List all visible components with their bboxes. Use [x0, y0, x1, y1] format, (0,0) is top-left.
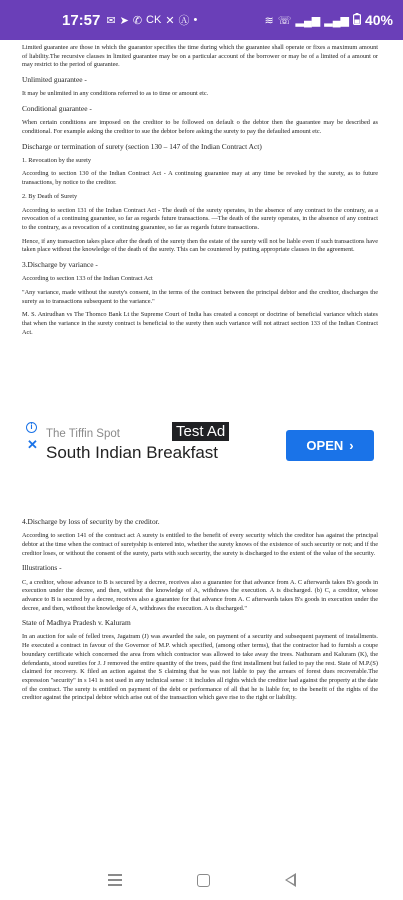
section-heading: 4.Discharge by loss of security by the creditor.: [22, 517, 160, 526]
status-time: 17:57: [62, 11, 101, 29]
document-page-1: [22, 44, 378, 342]
ad-open-button[interactable]: [286, 430, 374, 461]
paragraph: According to section 141 of the contract act A surety is entitled to the benefit of every security which the creditor has against the principal debtor at the time when the contract of suretyship is entered into, whether the surety knows of the existence of such security or not; and if the creditor loses, or without the consent of the surety, parts with such security, the surety is discharged to the extent of the value of the security.: [22, 532, 378, 557]
system-icons: [265, 12, 393, 28]
ad-brand[interactable]: The Tiffin Spot: [46, 428, 120, 440]
x-icon: ✕: [165, 14, 175, 27]
signal-icon: ▂▄▆: [295, 14, 321, 27]
paragraph: According to section 130 of the Indian Contract Act - A continuing guarantee may at any time be revoked by the surety, as to future transactions, by notice to the creditor.: [22, 170, 378, 187]
document-page-2: [22, 515, 378, 708]
navigation-bar: [0, 860, 403, 900]
volte-icon: ☏: [277, 14, 292, 27]
back-button[interactable]: [285, 873, 296, 887]
section-heading: Unlimited guarantee -: [22, 75, 87, 85]
ck-icon: CK: [146, 14, 162, 26]
paragraph: When certain conditions are imposed on the creditor to be followed on default o the debtor then the guarantee may be described as conditional. For example asking the creditor to sue the debtor before asking the surety to pay the defaulted amount etc.: [22, 119, 378, 135]
paragraph: 2. By Death of Surety: [22, 192, 78, 200]
paragraph: Limited guarantee are those in which the guarantor specifies the time during which the guarantee shall operate or fixes a maximum amount of liability.The recursive clauses in limited guarantee may be on a particular account of the borrower or may be of a limited of a amount or may restrict to the period of guarantee.: [22, 44, 378, 69]
wifi-icon: ≋: [264, 14, 274, 27]
status-bar: [0, 0, 403, 40]
ad-open-label: OPEN: [306, 438, 344, 453]
a-icon: Ⓐ: [178, 15, 190, 27]
chat-icon: ✉: [106, 14, 116, 27]
paragraph: It may be unlimited in any conditions referred to as to time or amount etc.: [22, 90, 209, 98]
section-heading: Conditional guarantee -: [22, 103, 92, 113]
battery-icon: [353, 13, 361, 28]
send-icon: ➤: [119, 14, 129, 27]
battery-percent: 40%: [364, 12, 393, 28]
signal-icon: ▂▄▆: [324, 14, 349, 27]
paragraph: C, a creditor, whose advance to B is secured by a decree, receives also a guarantee for that advance from A. C afterwards takes B's goods in execution under the decree, and then, without the knowledge of A, withdraws the execution. A is discharged. (b) C, a creditor, whose advance to B is secured by a decree, receives also a guarantee for that advance from A. C afterwards takes B's goods in execution under the decree, and then, without the knowledge of A, withdraws the execution. A is discharged.": [22, 578, 378, 612]
section-heading: Illustrations -: [22, 563, 62, 573]
ad-banner[interactable]: [24, 420, 379, 472]
call-icon: ✆: [132, 14, 143, 27]
section-heading: Discharge or termination of surety (section 130 – 147 of the Indian Contract Act): [22, 141, 262, 151]
paragraph: Hence, if any transaction takes place after the death of the surety then the estate of the surety will not be liable even if such transactions have taken place without the knowledge of the death of the surety. This can be countered by putting appropriate clauses in the agreement.: [22, 237, 378, 254]
ad-title[interactable]: South Indian Breakfast: [46, 443, 219, 462]
paragraph: In an auction for sale of felled trees, Jagatram (J) was awarded the sale, on payment of a security and subsequent payment of installments. He executed a contract in favour of the Governor of M.P. which specified, (among other terms), that the contractor had to furnish a coupe boundary certificate which concerned the area from which contractor was allowed to take away the trees. Nathuram and Kaluram (K), the defendants, stood sureties for J. J removed the entire quantity of the trees, paid the first installment but failed to pay the rest. State of M.P.(S) claimed for recovery. K filed an action against the S claiming that he was not liable to pay the arrears of forest dues recoverable.The expression "security" in s 141 is not used in any technical sense : it includes all rights which the creditor had against the property at the date of the contract. The surety is entitled on payment of the debt or performance of all that he is liable for, to the benefit of the rights of the creditor against the principal debtor which arise out of the transaction which gave rise to the right or liability.: [22, 633, 378, 702]
home-button[interactable]: [197, 874, 210, 887]
section-heading: State of Madhya Pradesh v. Kaluram: [22, 618, 131, 628]
chevron-right-icon: ›: [349, 438, 354, 453]
paragraph: According to section 133 of the Indian Contract Act: [22, 275, 153, 283]
paragraph: M. S. Anirudhan vs The Thomco Bank Lt the Supreme Court of India has created a concept or doctrine of beneficial variance which states that when the variance in the surety contract is beneficial to the surety then such variance will not attract section 133 of the Indian Contract Act.: [22, 311, 378, 336]
notification-icons: [106, 12, 197, 28]
ad-close-icon[interactable]: ✕: [27, 437, 38, 452]
ad-test-badge: Test Ad: [172, 422, 229, 441]
document-viewer[interactable]: [0, 40, 403, 860]
recent-apps-button[interactable]: [108, 874, 122, 886]
ad-info-icon[interactable]: i: [26, 422, 37, 433]
paragraph: 1. Revocation by the surety: [22, 156, 92, 164]
dot-icon: •: [193, 14, 198, 26]
paragraph: According to section 131 of the Indian Contract Act - The death of the surety operates, in the absence of any contract to the contrary, as a revocation of a continuing guarantee, so far as regards future transactions. —The death of the surety operates, in the absence of any contract to the contrary, as a revocation of a continuing guarantee, so far as regards future transactions.: [22, 206, 378, 231]
paragraph: "Any variance, made without the surety's consent, in the terms of the contract between the principal debtor and the creditor, discharges the surety as to transactions subsequent to the variance.": [22, 288, 378, 305]
section-heading: 3.Discharge by variance -: [22, 259, 98, 269]
